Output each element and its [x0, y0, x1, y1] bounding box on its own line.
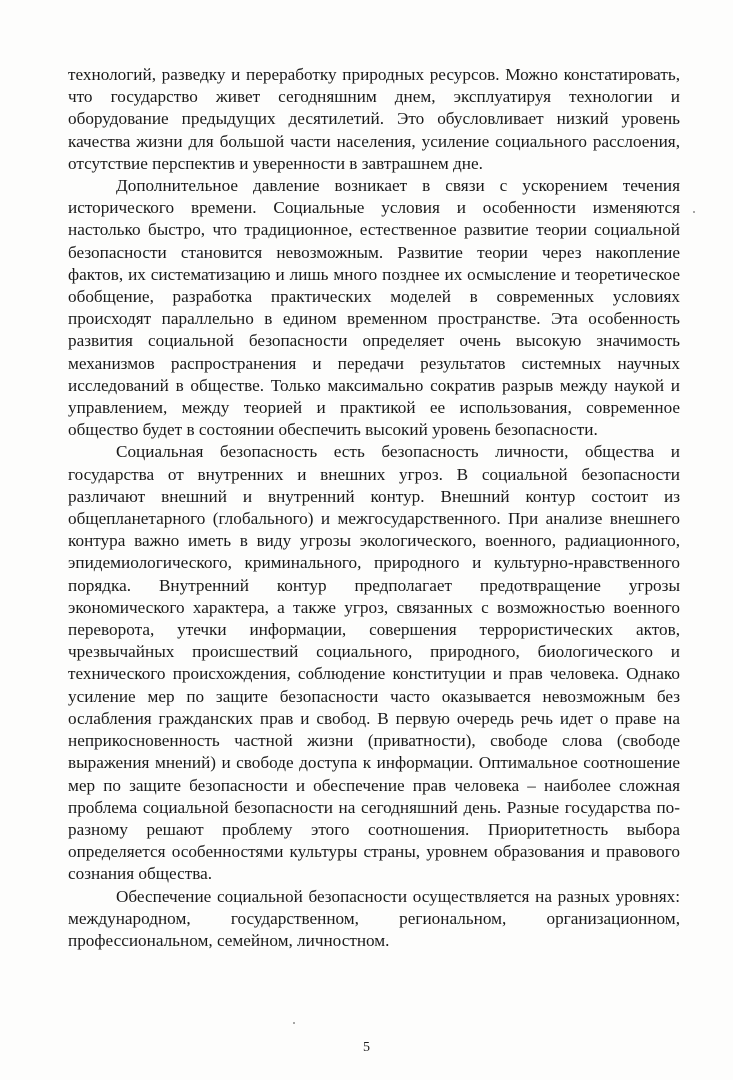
paragraph-3: Социальная безопасность есть безопасность личности, общества и государства от внутренних и внешних угроз. В социальной безопасности различают внешний и внутренний контур. Внешний контур состоит из общепланетарного (глобального) и межгосударственного. При анализе внешнего контура важно иметь в виду угрозы экологического, военного, радиационного, эпидемиологического, криминального, природного и культурно-нравственного порядка. Внутренний контур предполагает предотвращение угрозы экономического характера, а также угроз, связанных с возможностью военного переворота, утечки информации, совершения террористических актов, чрезвычайных происшествий социального, природного, биологического и технического происхождения, соблюдение конституции и прав человека. Однако усиление мер по защите безопасности часто оказывается невозможным без ослабления гражданских прав и свобод. В первую очередь речь идет о праве на неприкосновенность частной жизни (приватности), свободе слова (свободе выражения мнений) и свободе доступа к информации. Оптимальное соотношение мер по защите безопасности и обеспечение прав человека – наиболее сложная проблема социальной безопасности на сегодняшний день. Разные государства по-разному решают проблему этого соотношения. Приоритетность выбора определяется особенностями культуры страны, уровнем образования и правового сознания общества.: [68, 442, 680, 884]
scan-speck: [693, 211, 695, 213]
paragraph-2: Дополнительное давление возникает в связи с ускорением течения исторического времени. Социальные условия и особенности изменяются настолько быстро, что традиционное, естественное развитие теории социальной безопасности становится невозможным. Развитие теории через накопление фактов, их систематизацию и лишь много позднее их осмысление и теоретическое обобщение, разработка практических моделей в современных условиях происходят параллельно в едином временном пространстве. Эта особенность развития социальной безопасности определяет очень высокую значимость механизмов распространения и передачи результатов системных научных исследований в обществе. Только максимально сократив разрыв между наукой и управлением, между теорией и практикой ее использования, современное общество будет в состоянии обеспечить высокий уровень безопасности.: [68, 176, 680, 440]
paragraph-1: технологий, разведку и переработку природных ресурсов. Можно констатировать, что государство живет сегодняшним днем, эксплуатируя технологии и оборудование предыдущих десятилетий. Это обусловливает низкий уровень качества жизни для большой части населения, усиление социального расслоения, отсутствие перспектив и уверенности в завтрашнем дне.: [68, 65, 680, 173]
body-text: [68, 64, 680, 952]
paragraph-4: Обеспечение социальной безопасности осуществляется на разных уровнях: международном, государственном, региональном, организационном, профессиональном, семейном, личностном.: [68, 886, 680, 950]
page-number: 5: [363, 1040, 370, 1055]
scan-speck: [293, 1022, 295, 1024]
